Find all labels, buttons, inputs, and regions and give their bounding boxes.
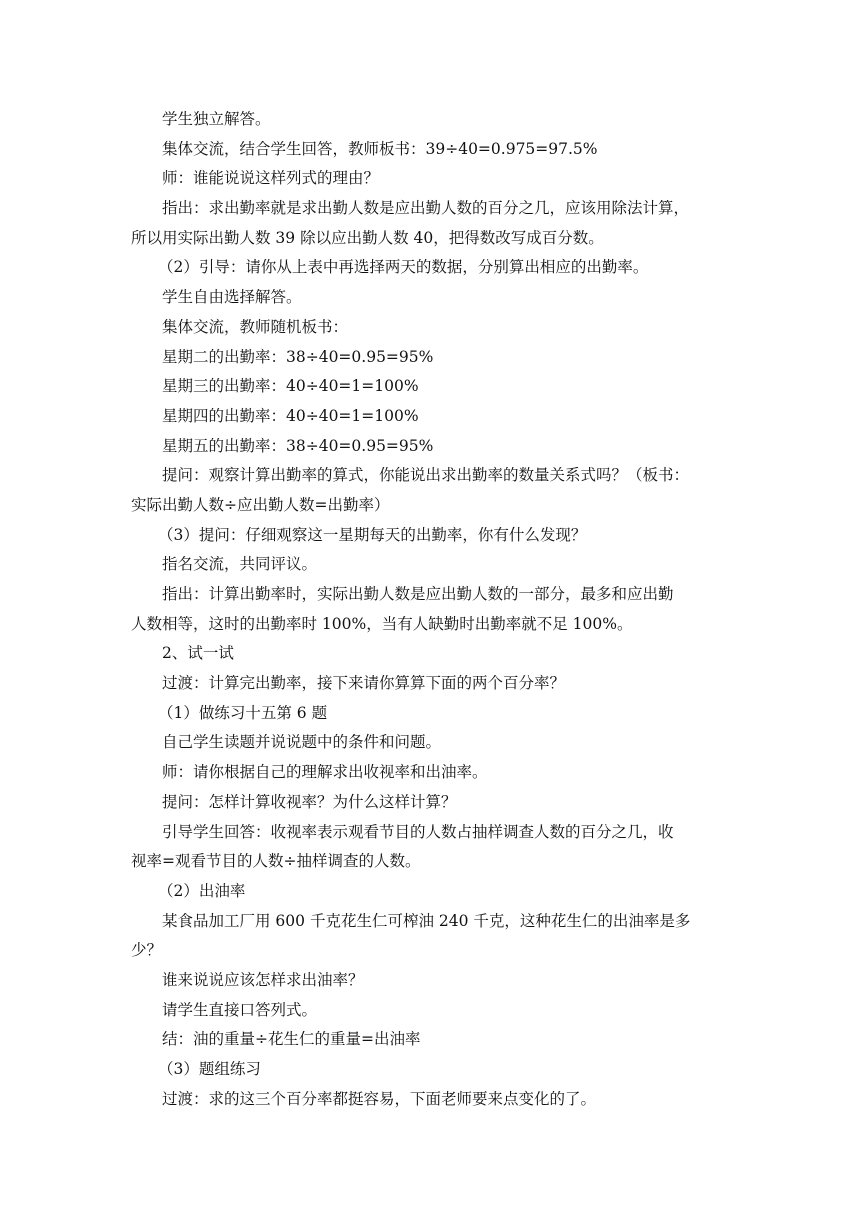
text-line: （2）出油率 (158, 881, 246, 900)
text-line: 视率=观看节目的人数÷抽样调查的人数。 (131, 852, 421, 871)
text-line: 星期五的出勤率：38÷40=0.95=95% (162, 436, 434, 455)
text-line: 指出：求出勤率就是求出勤人数是应出勤人数的百分之几，应该用除法计算， (162, 199, 690, 218)
text-line: 过渡：计算完出勤率，接下来请你算算下面的两个百分率？ (162, 674, 566, 693)
text-line: 集体交流，结合学生回答，教师板书：39÷40=0.975=97.5% (162, 139, 598, 158)
text-line: 学生自由选择解答。 (162, 288, 302, 307)
text-line: 请学生直接口答列式。 (162, 1000, 318, 1019)
text-line: 少？ (131, 941, 163, 960)
text-line: 提问：怎样计算收视率？为什么这样计算？ (162, 792, 457, 811)
text-line: 引导学生回答：收视率表示观看节目的人数占抽样调查人数的百分之几，收 (162, 822, 674, 841)
document-body (131, 105, 737, 1114)
text-line: 星期四的出勤率：40÷40=1=100% (162, 406, 419, 425)
text-line: 过渡：求的这三个百分率都挺容易，下面老师要来点变化的了。 (162, 1089, 597, 1108)
text-line: 师：谁能说说这样列式的理由？ (162, 169, 380, 188)
text-line: 自己学生读题并说说题中的条件和问题。 (162, 733, 442, 752)
text-line: 人数相等，这时的出勤率时 100%，当有人缺勤时出勤率就不足 100%。 (131, 614, 633, 633)
text-line: （1）做练习十五第 6 题 (158, 703, 328, 722)
text-line: 2、试一试 (162, 644, 234, 663)
text-line: 某食品加工厂用 600 千克花生仁可榨油 240 千克，这种花生仁的出油率是多 (162, 911, 691, 930)
text-line: 谁来说说应该怎样求出油率？ (162, 970, 364, 989)
text-line: 集体交流，教师随机板书： (162, 317, 349, 336)
text-line: 星期二的出勤率：38÷40=0.95=95% (162, 347, 434, 366)
text-line: 指名交流，共同评议。 (162, 555, 318, 574)
text-line: 实际出勤人数÷应出勤人数=出勤率） (131, 495, 390, 514)
text-line: （3）题组练习 (158, 1060, 261, 1078)
text-line: 所以用实际出勤人数 39 除以应出勤人数 40，把得数改写成百分数。 (131, 228, 604, 247)
text-line: 指出：计算出勤率时，实际出勤人数是应出勤人数的一部分，最多和应出勤 (162, 585, 674, 603)
text-line: 星期三的出勤率：40÷40=1=100% (162, 377, 419, 396)
text-line: 结：油的重量÷花生仁的重量=出油率 (162, 1030, 421, 1049)
text-line: 学生独立解答。 (162, 110, 271, 128)
text-line: 师：请你根据自己的理解求出收视率和出油率。 (162, 763, 488, 782)
text-line: 提问：观察计算出勤率的算式，你能说出求出勤率的数量关系式吗？（板书： (162, 466, 690, 485)
text-line: （3）提问：仔细观察这一星期每天的出勤率，你有什么发现？ (158, 525, 587, 544)
text-line: （2）引导：请你从上表中再选择两天的数据，分别算出相应的出勤率。 (158, 258, 649, 277)
